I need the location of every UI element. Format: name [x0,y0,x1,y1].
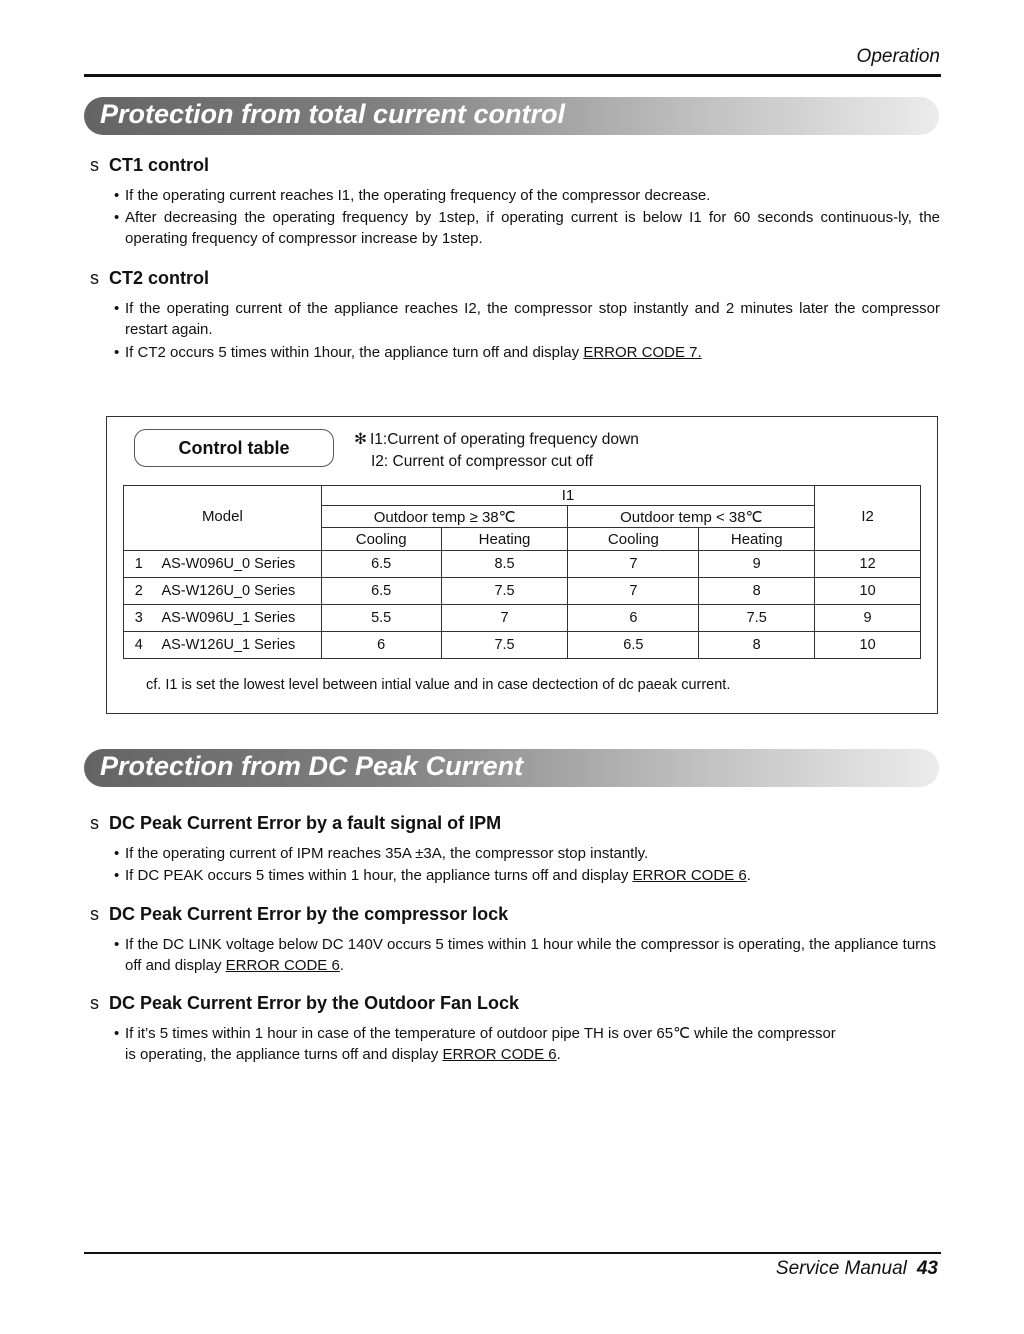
control-table-notes [354,429,639,473]
section-title: Protection from total current control [100,99,566,129]
table-row [124,578,921,605]
header-cell-blank [124,528,322,551]
cell-value: 7.5 [441,578,568,605]
row-model: AS-W126U_0 Series [153,578,321,605]
row-number: 3 [124,605,154,632]
page-number: 43 [916,1258,938,1279]
ct2-item-1: • If the operating current of the appliance reaches I2, the compressor stop instantly and 2 minutes later the compressor restart again. [114,300,940,338]
bottom-rule [84,1252,941,1254]
footer-title: Service Manual [775,1258,907,1279]
cell-value: 9 [699,551,815,578]
header-cell-blank [815,486,921,506]
cell-value: 6.5 [568,632,699,659]
cell-value: 8 [699,578,815,605]
lock-item: • If the DC LINK voltage below DC 140V occurs 5 times within 1 hour while the compressor is operating, the appliance turns off and display ERROR CODE 6. [114,936,936,974]
heading-text: DC Peak Current Error by a fault signal of IPM [109,813,502,833]
cell-value: 10 [815,578,921,605]
heading-text: DC Peak Current Error by the Outdoor Fan Lock [109,993,520,1013]
section-title: Protection from DC Peak Current [100,751,524,781]
row-model: AS-W096U_0 Series [153,551,321,578]
header-heating: Heating [441,528,568,551]
cell-value: 6.5 [321,578,441,605]
ct2-heading [90,268,209,289]
ct1-heading [90,155,209,176]
cell-value: 6 [568,605,699,632]
error-code-6-ref: ERROR CODE 6 [442,1046,557,1063]
cell-value: 7 [441,605,568,632]
error-code-6-ref: ERROR CODE 6 [225,957,340,974]
header-i2: I2 [815,506,921,528]
header-cooling: Cooling [568,528,699,551]
header-i1: I1 [321,486,814,506]
cell-value: 7 [568,578,699,605]
table-row [124,632,921,659]
cell-value: 7 [568,551,699,578]
item-text: If DC PEAK occurs 5 times within 1 hour, the appliance turns off and display [125,867,633,884]
ct1-item-2: • After decreasing the operating frequency by 1step, if operating current is below I1 for 60 seconds continuous-ly, the operating frequency of compressor increase by 1step. [114,209,940,247]
row-number: 2 [124,578,154,605]
heading-text: CT1 control [109,155,210,175]
item-text-end: . [556,1046,561,1063]
cell-value: 12 [815,551,921,578]
cell-value: 8 [699,632,815,659]
item-text: If the DC LINK voltage below DC 140V occurs 5 times within 1 hour while the compressor is operating, the appliance turns off and display [125,936,936,974]
cell-value: 9 [815,605,921,632]
asterisk-icon: ✻ [354,431,367,448]
heading-text: CT2 control [109,268,210,288]
header-cell-blank [815,528,921,551]
ct1-item-1: • If the operating current reaches I1, the operating frequency of the compressor decrease. [114,185,940,206]
row-number: 1 [124,551,154,578]
ipm-item-1: • If the operating current of IPM reaches 35A ±3A, the compressor stop instantly. [114,843,940,864]
ct2-item-2: • If CT2 occurs 5 times within 1hour, the appliance turn off and display ERROR CODE 7. [114,344,702,361]
error-code-6-ref: ERROR CODE 6 [632,867,747,884]
fan-item: • If it’s 5 times within 1 hour in case of the temperature of outdoor pipe TH is over 65℃ while the compressor is operating, the appliance turns off and display ERROR CODE 6. [114,1025,836,1063]
item-text: If it’s 5 times within 1 hour in case of the temperature of outdoor pipe TH is over 65℃ while the compressor [125,1025,836,1042]
section-banner-total-current [84,97,939,135]
row-model: AS-W096U_1 Series [153,605,321,632]
cell-value: 7.5 [441,632,568,659]
item-text-end: . [339,957,344,974]
cell-value: 6 [321,632,441,659]
cell-value: 10 [815,632,921,659]
item-text-line2: is operating, the appliance turns off and display [125,1046,443,1063]
lock-heading [90,904,508,925]
row-number: 4 [124,632,154,659]
header-temp-high: Outdoor temp ≥ 38℃ [321,506,568,528]
item-text: If the operating current reaches I1, the operating frequency of the compressor decrease. [125,187,711,204]
header-temp-low: Outdoor temp < 38℃ [568,506,815,528]
header-cooling: Cooling [321,528,441,551]
bullet-marker: s [90,904,99,924]
cell-value: 7.5 [699,605,815,632]
cell-value: 5.5 [321,605,441,632]
bullet-marker: s [90,155,99,175]
heading-text: DC Peak Current Error by the compressor lock [109,904,509,924]
table-row [124,551,921,578]
table-row [124,605,921,632]
cell-value: 8.5 [441,551,568,578]
cell-value: 6.5 [321,551,441,578]
control-table-box [106,416,938,714]
ipm-item-2: • If DC PEAK occurs 5 times within 1 hour, the appliance turns off and display ERROR CODE 6. [114,867,751,884]
control-table-footnote: cf. I1 is set the lowest level between intial value and in case dectection of dc paeak current. [146,677,731,693]
section-banner-dc-peak [84,749,939,787]
bullet-marker: s [90,268,99,288]
item-text: If CT2 occurs 5 times within 1hour, the appliance turn off and display [125,344,584,361]
bullet-marker: s [90,993,99,1013]
item-text: If the operating current of the appliance reaches I2, the compressor stop instantly and 2 minutes later the compressor restart again. [125,300,940,338]
header-model: Model [124,506,322,528]
header-cell-blank [124,486,322,506]
running-head: Operation [856,46,940,67]
header-heating: Heating [699,528,815,551]
note-i1: I1:Current of operating frequency down [370,431,639,448]
item-text: If the operating current of IPM reaches 35A ±3A, the compressor stop instantly. [125,845,649,862]
footer [776,1258,938,1280]
item-text-end: . [746,867,751,884]
error-code-7-ref: ERROR CODE 7. [583,344,702,361]
row-model: AS-W126U_1 Series [153,632,321,659]
control-table [123,485,921,659]
ipm-heading [90,813,501,834]
fan-heading [90,993,519,1014]
top-rule [84,74,941,77]
control-table-label: Control table [134,429,334,467]
bullet-marker: s [90,813,99,833]
note-i2: I2: Current of compressor cut off [371,453,593,470]
item-text: After decreasing the operating frequency by 1step, if operating current is below I1 for 60 seconds continuous-ly, the operating frequency of compressor increase by 1step. [125,209,940,247]
